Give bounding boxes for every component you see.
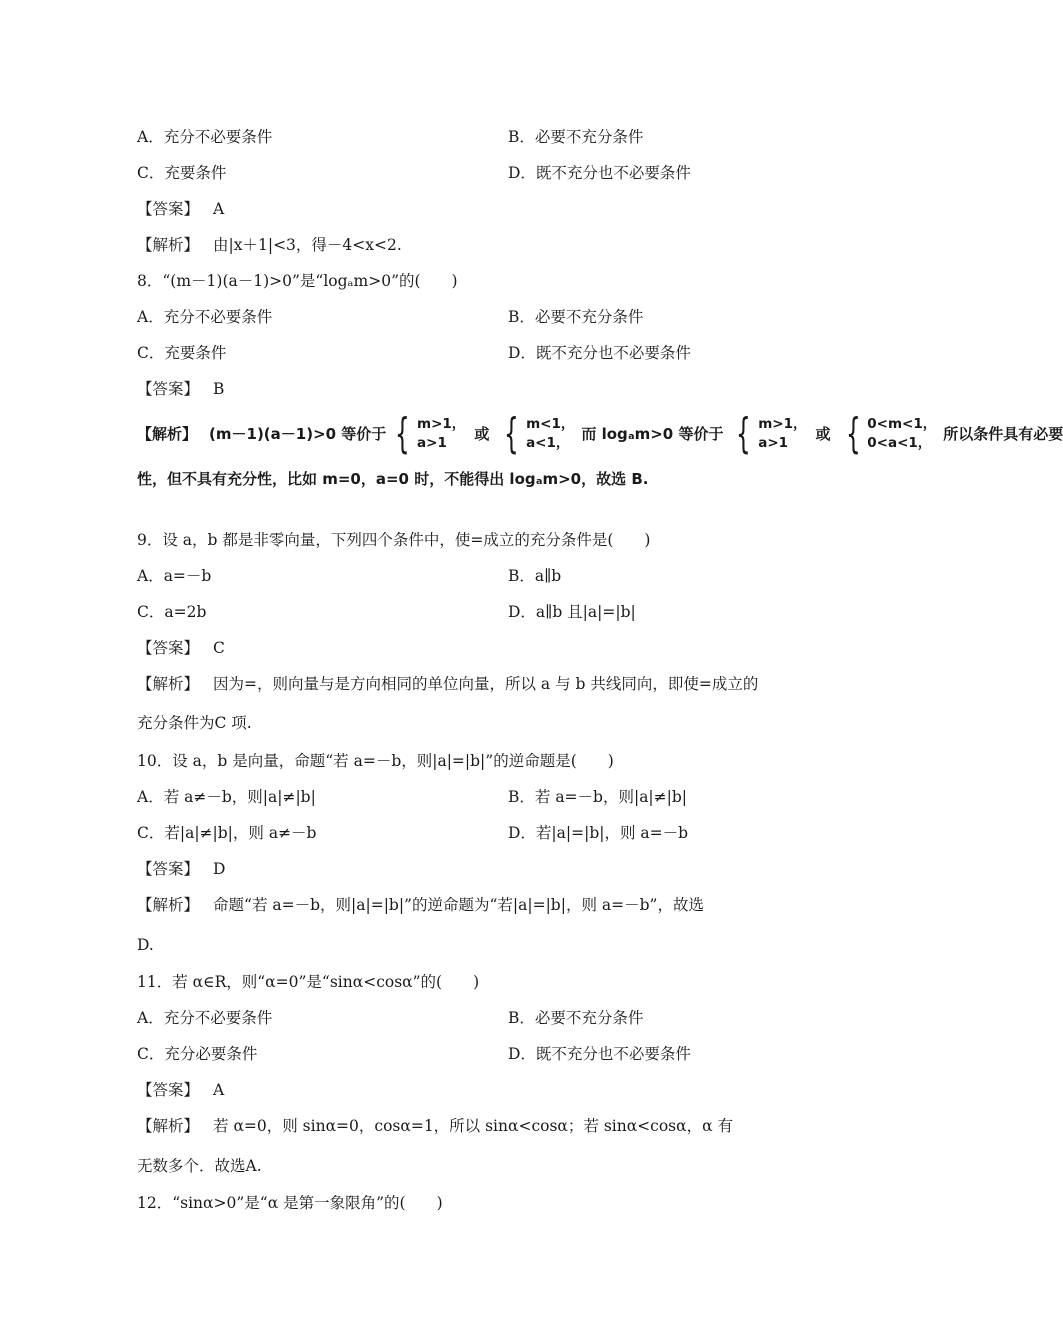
q9-answer (137, 638, 225, 658)
answer-tag: 【答案】 (137, 860, 200, 878)
q8-option-b: B．必要不充分条件 (508, 308, 644, 326)
answer-value: C (213, 639, 225, 657)
q9-explanation-cont: 充分条件为C 项. (137, 714, 252, 732)
case-system-4 (840, 409, 937, 458)
system-row: m<1， (526, 416, 575, 432)
system-row: a>1 (417, 435, 447, 451)
q7-explanation (137, 235, 402, 255)
explanation-part-2: 或 (474, 425, 490, 443)
q11-explanation (137, 1116, 733, 1136)
q8-option-a: A．充分不必要条件 (137, 308, 273, 326)
answer-value: A (213, 1081, 225, 1099)
system-row: a<1， (526, 435, 570, 451)
system-row: 0<a<1， (867, 435, 932, 451)
explanation-tag: 【解析】 (137, 1117, 200, 1135)
q8-explanation-line1 (137, 409, 1063, 458)
q9-option-d: D．a∥b 且|a|=|b| (508, 603, 636, 621)
q10-explanation-cont: D. (137, 936, 154, 954)
explanation-text: 因为=，则向量与是方向相同的单位向量，所以 a 与 b 共线同向，即使=成立的 (213, 675, 759, 693)
case-system-1 (389, 409, 466, 458)
answer-tag: 【答案】 (137, 1081, 200, 1099)
q10-option-d: D．若|a|=|b|，则 a=－b (508, 824, 689, 842)
q12-stem: 12．“sinα>0”是“α 是第一象限角”的( ) (137, 1194, 443, 1212)
answer-value: D (213, 860, 226, 878)
explanation-part-1: (m－1)(a－1)>0 等价于 (209, 425, 387, 443)
q9-option-a: A．a=－b (137, 567, 212, 585)
q10-answer (137, 859, 225, 879)
q9-option-c: C．a=2b (137, 603, 207, 621)
case-system-2 (498, 409, 575, 458)
explanation-part-5: 所以条件具有必要 (943, 425, 1063, 443)
explanation-text: 若 α=0，则 sinα=0，cosα=1，所以 sinα<cosα；若 sinα<cosα，α 有 (213, 1117, 733, 1135)
q8-answer (137, 379, 224, 399)
explanation-text: 由|x＋1|<3，得－4<x<2. (213, 236, 402, 254)
answer-tag: 【答案】 (137, 200, 200, 218)
q11-stem: 11．若 α∈R，则“α=0”是“sinα<cosα”的( ) (137, 973, 480, 991)
q8-stem: 8．“(m－1)(a－1)>0”是“logₐm>0”的( ) (137, 272, 458, 290)
system-row: 0<m<1， (867, 416, 937, 432)
q10-option-a: A．若 a≠－b，则|a|≠|b| (137, 788, 316, 806)
q11-answer (137, 1080, 224, 1100)
left-brace: { (504, 409, 520, 458)
q11-option-d: D．既不充分也不必要条件 (508, 1045, 691, 1063)
q10-option-c: C．若|a|≠|b|，则 a≠－b (137, 824, 317, 842)
q10-option-b: B．若 a=－b，则|a|≠|b| (508, 788, 688, 806)
q7-option-b: B．必要不充分条件 (508, 128, 644, 146)
left-brace: { (736, 409, 752, 458)
answer-value: B (213, 380, 225, 398)
explanation-tag: 【解析】 (137, 425, 198, 443)
q7-option-c: C．充要条件 (137, 164, 227, 182)
q11-explanation-cont: 无数多个．故选A. (137, 1157, 262, 1175)
explanation-text: 命题“若 a=－b，则|a|=|b|”的逆命题为“若|a|=|b|，则 a=－b”，故选 (213, 896, 704, 914)
q7-option-d: D．既不充分也不必要条件 (508, 164, 691, 182)
q10-stem: 10．设 a，b 是向量，命题“若 a=－b，则|a|=|b|”的逆命题是( ) (137, 752, 614, 770)
left-brace: { (845, 409, 861, 458)
q9-stem: 9．设 a，b 都是非零向量，下列四个条件中，使=成立的充分条件是( ) (137, 531, 651, 549)
explanation-part-3: 而 logₐm>0 等价于 (581, 425, 724, 443)
q8-option-c: C．充要条件 (137, 344, 227, 362)
case-system-3 (730, 409, 807, 458)
system-row: m>1， (758, 416, 807, 432)
q9-explanation (137, 674, 758, 694)
q11-option-a: A．充分不必要条件 (137, 1009, 273, 1027)
answer-tag: 【答案】 (137, 639, 200, 657)
left-brace: { (395, 409, 411, 458)
system-row: a>1 (758, 435, 789, 451)
answer-tag: 【答案】 (137, 380, 200, 398)
q9-option-b: B．a∥b (508, 567, 562, 585)
explanation-tag: 【解析】 (137, 236, 200, 254)
explanation-tag: 【解析】 (137, 896, 200, 914)
q10-explanation (137, 895, 704, 915)
q11-option-b: B．必要不充分条件 (508, 1009, 644, 1027)
q7-option-a: A．充分不必要条件 (137, 128, 273, 146)
q8-explanation-line2: 性，但不具有充分性，比如 m=0，a=0 时，不能得出 logₐm>0，故选 B. (137, 470, 649, 488)
q8-option-d: D．既不充分也不必要条件 (508, 344, 691, 362)
q7-answer (137, 199, 224, 219)
system-row: m>1， (417, 416, 466, 432)
explanation-tag: 【解析】 (137, 675, 200, 693)
q11-option-c: C．充分必要条件 (137, 1045, 258, 1063)
explanation-part-4: 或 (815, 425, 831, 443)
answer-value: A (213, 200, 225, 218)
